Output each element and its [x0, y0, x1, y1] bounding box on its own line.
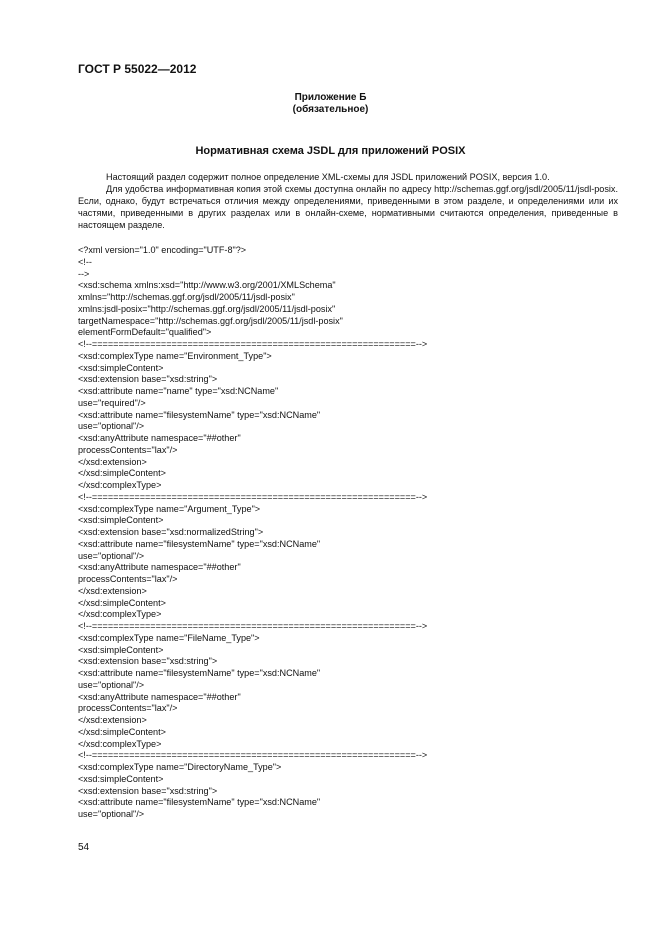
code-line: use="optional"/>: [78, 421, 145, 432]
code-line: <xsd:attribute name="filesystemName" type="xsd:NCName": [78, 409, 321, 420]
code-line: xmlns:jsdl-posix="http://schemas.ggf.org/jsdl/2005/11/jsdl-posix": [78, 303, 336, 314]
code-line: </xsd:simpleContent>: [78, 468, 166, 479]
code-line: <xsd:schema xmlns:xsd="http://www.w3.org/2001/XMLSchema": [78, 280, 336, 291]
code-line: processContents="lax"/>: [78, 574, 178, 584]
code-line: <xsd:extension base="xsd:string">: [78, 656, 218, 667]
code-line: <xsd:attribute name="filesystemName" type="xsd:NCName": [78, 668, 321, 678]
annex-title: Приложение Б: [294, 92, 367, 103]
code-line: <xsd:complexType name="Argument_Type">: [78, 503, 261, 514]
code-line: <xsd:attribute name="filesystemName" type="xsd:NCName": [78, 538, 321, 549]
annex-status: (обязательное): [292, 104, 369, 115]
annex-heading: [0, 92, 661, 116]
code-line: processContents="lax"/>: [78, 444, 178, 455]
code-line: <?xml version="1.0" encoding="UTF-8"?>: [78, 245, 247, 255]
code-line: <xsd:extension base="xsd:string">: [78, 374, 218, 385]
code-line: </xsd:extension>: [78, 715, 147, 725]
code-line: </xsd:complexType>: [78, 738, 162, 749]
code-line: use="optional"/>: [78, 679, 145, 690]
code-line: use="required"/>: [78, 397, 146, 408]
code-line: <xsd:anyAttribute namespace="##other": [78, 562, 241, 573]
code-line: <!--: [78, 256, 92, 267]
code-line: <xsd:anyAttribute namespace="##other": [78, 433, 241, 443]
intro-paragraph: Настоящий раздел содержит полное определение XML-схемы для JSDL приложений POSIX, версия 1.0.: [106, 172, 550, 182]
standard-designation: ГОСТ Р 55022—2012: [78, 62, 197, 76]
code-line: <!--=============================================================-->: [78, 491, 428, 502]
code-line: <xsd:simpleContent>: [78, 515, 164, 526]
code-line: <!--=============================================================-->: [78, 621, 428, 631]
code-line: elementFormDefault="qualified">: [78, 327, 212, 338]
code-line: <xsd:anyAttribute namespace="##other": [78, 691, 241, 702]
intro-text: [78, 171, 618, 231]
code-line: -->: [78, 268, 90, 279]
code-line: <!--=============================================================-->: [78, 750, 428, 761]
code-line: </xsd:complexType>: [78, 609, 162, 620]
code-line: <xsd:simpleContent>: [78, 644, 164, 655]
section-title: Нормативная схема JSDL для приложений POSIX: [195, 145, 466, 157]
code-line: targetNamespace="http://schemas.ggf.org/jsdl/2005/11/jsdl-posix": [78, 315, 343, 326]
xml-schema-listing: [78, 245, 618, 821]
code-line: </xsd:simpleContent>: [78, 597, 166, 608]
code-line: </xsd:extension>: [78, 456, 147, 467]
code-line: <xsd:attribute name="name" type="xsd:NCName": [78, 386, 279, 396]
intro-paragraph: Для удобства информативная копия этой схемы доступна онлайн по адресу http://schemas.ggf.org/jsdl/2005/11/jsdl-posix. Если, однако, будут встречаться отличия между определениями, приведенными в этом разделе, и определениями или их частями, приведенными в других разделах или в онлайн-схеме, нормативными считаются определения, приведенные в настоящем разделе.: [78, 184, 618, 230]
code-line: <xsd:extension base="xsd:string">: [78, 785, 218, 796]
code-line: </xsd:extension>: [78, 585, 147, 596]
code-line: <!--=============================================================-->: [78, 339, 428, 349]
code-line: xmlns="http://schemas.ggf.org/jsdl/2005/11/jsdl-posix": [78, 292, 295, 302]
page-number: 54: [78, 842, 90, 853]
code-line: </xsd:complexType>: [78, 480, 162, 490]
code-line: processContents="lax"/>: [78, 703, 178, 714]
code-line: <xsd:complexType name="DirectoryName_Type">: [78, 762, 282, 772]
code-line: <xsd:complexType name="Environment_Type">: [78, 350, 272, 361]
code-line: </xsd:simpleContent>: [78, 726, 166, 737]
code-line: <xsd:simpleContent>: [78, 773, 164, 784]
code-line: <xsd:simpleContent>: [78, 362, 164, 373]
code-line: <xsd:extension base="xsd:normalizedString">: [78, 527, 264, 537]
code-line: use="optional"/>: [78, 550, 145, 561]
code-line: <xsd:complexType name="FileName_Type">: [78, 632, 260, 643]
code-line: <xsd:attribute name="filesystemName" type="xsd:NCName": [78, 797, 321, 808]
code-line: use="optional"/>: [78, 809, 145, 819]
